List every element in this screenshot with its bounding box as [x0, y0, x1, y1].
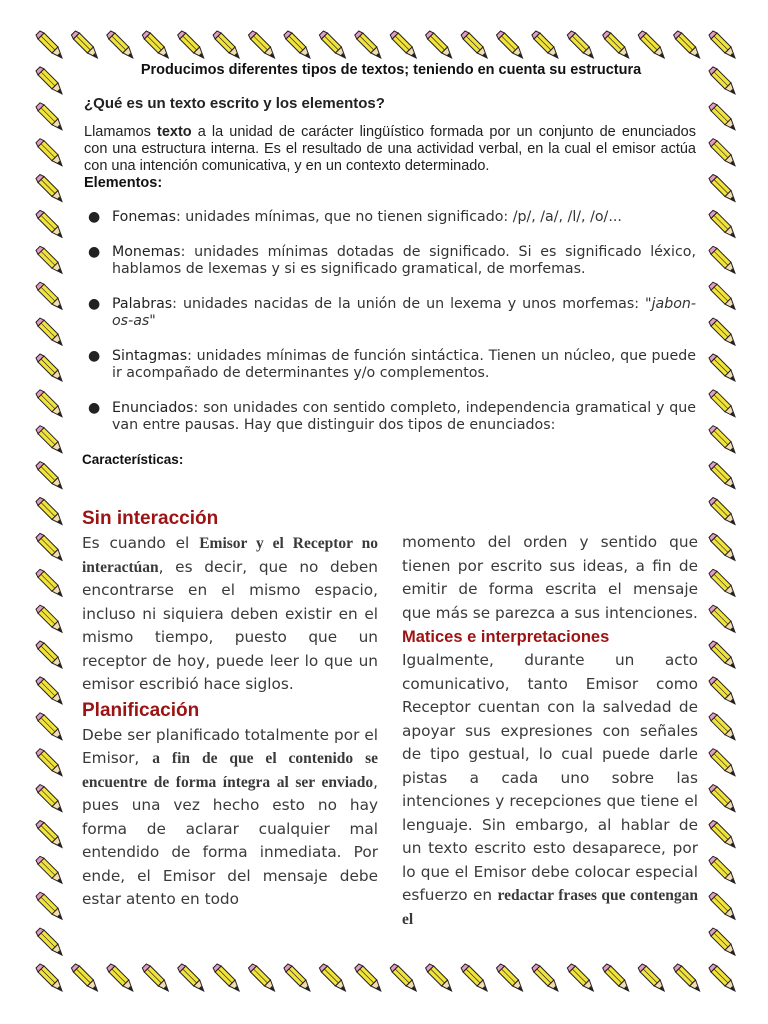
pencil-icon	[36, 354, 62, 381]
element-term: Enunciados	[112, 399, 194, 416]
pencil-icon	[603, 964, 629, 991]
pencil-icon	[142, 964, 168, 991]
pencil-icon	[674, 31, 700, 58]
pencil-icon	[213, 31, 239, 58]
pencil-icon	[36, 856, 62, 883]
heading-matices: Matices e interpretaciones	[402, 628, 610, 646]
pencil-icon	[107, 964, 133, 991]
list-item	[76, 400, 696, 435]
pencil-icon	[497, 964, 523, 991]
heading-sin-interaccion: Sin interacción	[82, 508, 219, 529]
sin-interaccion-text-2: , es decir, que no deben encontrarse en el mismo espacio, incluso ni siquiera deben existir en el mismo tiempo, puesto que un receptor de hoy, puede leer lo que un emisor escribió hace siglos.	[82, 557, 378, 693]
intro-rest: a la unidad de carácter lingüístico formada por un conjunto de enunciados con una estructura interna. Es el resultado de una actividad verbal, en la cual el emisor actúa con una intención comunicativa, y en un contexto determinado.	[84, 124, 696, 174]
pencil-icon	[709, 749, 735, 776]
heading-planificacion: Planificación	[82, 699, 200, 721]
pencil-icon	[709, 31, 735, 58]
pencil-icon	[390, 964, 416, 991]
pencil-icon	[36, 210, 62, 237]
pencil-icon	[284, 964, 310, 991]
left-column	[82, 505, 378, 912]
pencil-icon	[319, 964, 345, 991]
pencil-icon	[709, 964, 735, 991]
element-desc: : son unidades con sentido completo, independencia gramatical y que van entre pausas. Hay que distinguir dos tipos de enunciados:	[112, 399, 696, 433]
page-title: Producimos diferentes tipos de textos; teniendo en cuenta su estructura	[140, 62, 642, 78]
right-column	[402, 531, 698, 931]
pencil-icon	[709, 210, 735, 237]
pencil-icon	[709, 139, 735, 166]
matices-text-1: Igualmente, durante un acto comunicativo, tanto Emisor como Receptor cuentan con la salvedad de apoyar sus expresiones con señales de tipo gestual, lo cual puede darle pistas a cada uno sobre las intenciones y recepciones que tiene el lenguaje. Sin embargo, al hablar de un texto escrito esto desaparece, por lo que el Emisor debe colocar especial esfuerzo en	[402, 651, 698, 904]
pencil-icon	[426, 964, 452, 991]
pencil-icon	[709, 641, 735, 668]
section-question: ¿Qué es un texto escrito y los elementos?	[84, 95, 385, 112]
pencil-icon	[709, 892, 735, 919]
intro-paragraph	[84, 124, 696, 175]
sin-interaccion-paragraph	[82, 532, 378, 697]
pencil-icon	[709, 498, 735, 525]
pencil-icon	[355, 964, 381, 991]
pencil-icon	[709, 390, 735, 417]
intro-prefix: Llamamos	[84, 124, 157, 140]
pencil-icon	[638, 31, 664, 58]
pencil-icon	[36, 785, 62, 812]
pencil-icon	[709, 821, 735, 848]
element-term: Palabras	[112, 295, 173, 312]
pencil-icon	[36, 928, 62, 955]
list-item	[76, 209, 696, 227]
pencil-icon	[36, 641, 62, 668]
pencil-icon	[709, 103, 735, 130]
pencil-icon	[36, 103, 62, 130]
pencil-icon	[709, 713, 735, 740]
pencil-icon	[709, 605, 735, 632]
list-item	[76, 348, 696, 383]
intro-keyword: texto	[156, 124, 192, 140]
pencil-icon	[36, 246, 62, 273]
element-desc: : unidades mínimas dotadas de significado. Si es significado léxico, hablamos de lexemas y si es significado gramatical, de morfemas.	[112, 243, 696, 277]
continuation-paragraph: momento del orden y sentido que tienen por escrito sus ideas, a fin de emitir de forma escrita el mensaje que más se parezca a sus intenciones.	[402, 533, 698, 622]
characteristics-label: Características:	[82, 451, 184, 467]
pencil-icon	[709, 677, 735, 704]
list-item	[76, 244, 696, 279]
pencil-icon	[249, 964, 275, 991]
pencil-icon	[36, 175, 62, 202]
pencil-icon	[36, 139, 62, 166]
pencil-icon	[319, 31, 345, 58]
pencil-icon	[709, 462, 735, 489]
pencil-icon	[390, 31, 416, 58]
pencil-icon	[36, 749, 62, 776]
pencil-icon	[709, 856, 735, 883]
pencil-icon	[709, 354, 735, 381]
pencil-icon	[567, 31, 593, 58]
pencil-icon	[426, 31, 452, 58]
pencil-icon	[709, 318, 735, 345]
pencil-icon	[567, 964, 593, 991]
pencil-icon	[36, 569, 62, 596]
pencil-icon	[36, 390, 62, 417]
elements-label: Elementos:	[84, 175, 163, 191]
bullet-icon: ●	[88, 209, 101, 225]
pencil-icon	[107, 31, 133, 58]
bullet-icon: ●	[88, 295, 101, 312]
pencil-icon	[36, 67, 62, 94]
pencil-icon	[178, 964, 204, 991]
elements-list	[76, 209, 696, 435]
pencil-icon	[36, 821, 62, 848]
pencil-icon	[709, 785, 735, 812]
pencil-icon	[36, 533, 62, 560]
element-example: jabon-os-as	[112, 295, 696, 329]
pencil-icon	[638, 964, 664, 991]
matices-bold: redactar frases que contengan el	[402, 887, 698, 928]
pencil-icon	[36, 713, 62, 740]
element-after: "	[149, 313, 156, 329]
pencil-icon	[532, 964, 558, 991]
sin-interaccion-text-1: Es cuando el	[82, 534, 200, 552]
pencil-icon	[249, 31, 275, 58]
pencil-icon	[36, 498, 62, 525]
pencil-icon	[178, 31, 204, 58]
pencil-icon	[36, 892, 62, 919]
pencil-icon	[36, 31, 62, 58]
pencil-icon	[284, 31, 310, 58]
element-desc: : unidades mínimas, que no tienen significado: /p/, /a/, /l/, /o/...	[175, 209, 622, 225]
planificacion-text-1: Debe ser planificado totalmente por el Emisor,	[82, 725, 378, 767]
planificacion-paragraph	[82, 724, 378, 912]
planificacion-text-2: , pues una vez hecho esto no hay forma de aclarar cualquier mal entendido de forma inmediata. Por ende, el Emisor del mensaje debe estar atento en todo	[82, 772, 378, 908]
pencil-icon	[355, 31, 381, 58]
bullet-icon: ●	[88, 243, 101, 260]
bullet-icon: ●	[88, 399, 101, 416]
element-desc: : unidades nacidas de la unión de un lexema y unos morfemas: "	[172, 295, 652, 312]
sin-interaccion-bold: Emisor y el Receptor no interactúan	[82, 535, 378, 576]
pencil-icon	[36, 462, 62, 489]
planificacion-bold: a fin de que el contenido se encuentre de forma íntegra al ser enviado	[82, 750, 378, 791]
pencil-icon	[709, 246, 735, 273]
pencil-icon	[36, 318, 62, 345]
element-term: Monemas	[112, 243, 181, 260]
element-term: Fonemas	[112, 209, 176, 225]
list-item	[76, 296, 696, 331]
pencil-icon	[142, 31, 168, 58]
pencil-icon	[36, 677, 62, 704]
element-desc: : unidades mínimas de función sintáctica. Tienen un núcleo, que puede ir acompañado de determinantes y/o complementos.	[112, 347, 696, 381]
pencil-icon	[674, 964, 700, 991]
pencil-icon	[532, 31, 558, 58]
pencil-icon	[497, 31, 523, 58]
pencil-icon	[603, 31, 629, 58]
element-term: Sintagmas	[112, 347, 188, 364]
pencil-icon	[213, 964, 239, 991]
pencil-icon	[709, 175, 735, 202]
pencil-icon	[709, 67, 735, 94]
bullet-icon: ●	[88, 347, 101, 364]
pencil-icon	[709, 426, 735, 453]
document-body	[76, 62, 696, 467]
pencil-icon	[36, 605, 62, 632]
pencil-icon	[36, 426, 62, 453]
pencil-icon	[36, 282, 62, 309]
pencil-icon	[709, 282, 735, 309]
pencil-icon	[36, 964, 62, 991]
pencil-icon	[461, 964, 487, 991]
pencil-icon	[71, 964, 97, 991]
pencil-icon	[709, 533, 735, 560]
pencil-icon	[71, 31, 97, 58]
pencil-icon	[461, 31, 487, 58]
pencil-icon	[709, 569, 735, 596]
matices-paragraph	[402, 649, 698, 931]
pencil-icon	[709, 928, 735, 955]
